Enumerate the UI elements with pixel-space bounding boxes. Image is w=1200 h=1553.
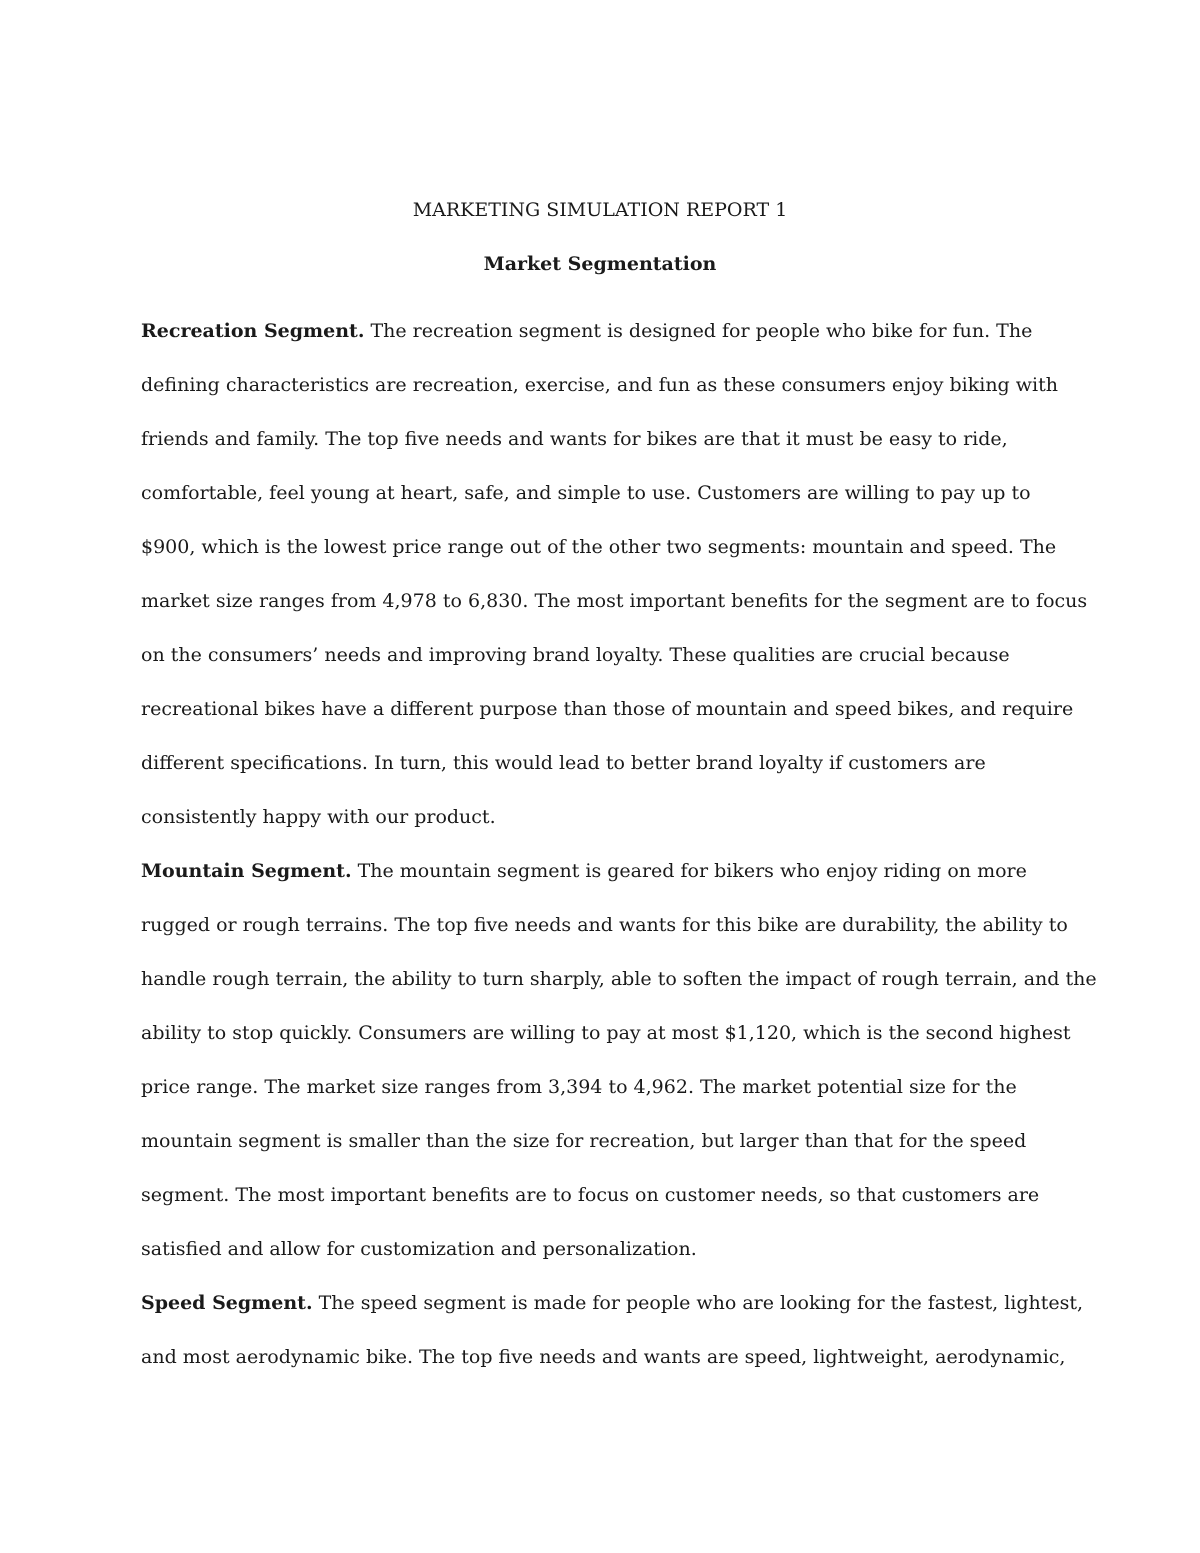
paragraph-line: satisfied and allow for customization and personalization.: [141, 1238, 697, 1260]
paragraph-line: market size ranges from 4,978 to 6,830. The most important benefits for the segment are to focus: [141, 590, 1088, 612]
paragraph-line: rugged or rough terrains. The top five needs and wants for this bike are durability, the ability to: [141, 914, 1068, 936]
paragraph-text: The mountain segment is geared for bikers who enjoy riding on more: [351, 860, 1027, 882]
paragraph-line: and most aerodynamic bike. The top five needs and wants are speed, lightweight, aerodynamic,: [141, 1346, 1066, 1368]
paragraph-line: recreational bikes have a different purpose than those of mountain and speed bikes, and require: [141, 698, 1074, 720]
paragraph-line: segment. The most important benefits are to focus on customer needs, so that customers are: [141, 1184, 1040, 1206]
paragraph-line: [141, 1276, 1084, 1330]
document-header-title: MARKETING SIMULATION REPORT 1: [412, 199, 788, 221]
paragraph-text: The speed segment is made for people who are looking for the fastest, lightest,: [312, 1292, 1084, 1314]
paragraph-line: mountain segment is smaller than the size for recreation, but larger than that for the speed: [141, 1130, 1027, 1152]
paragraph-text: The recreation segment is designed for people who bike for fun. The: [364, 320, 1033, 342]
document-body: [141, 304, 1097, 1384]
speed-heading: Speed Segment.: [141, 1292, 313, 1314]
paragraph-line: ability to stop quickly. Consumers are willing to pay at most $1,120, which is the second highest: [141, 1022, 1071, 1044]
mountain-heading: Mountain Segment.: [141, 860, 352, 882]
paragraph-line: [141, 844, 1071, 898]
paragraph-line: handle rough terrain, the ability to turn sharply, able to soften the impact of rough terrain, and the: [141, 968, 1097, 990]
paragraph-line: consistently happy with our product.: [141, 806, 496, 828]
paragraph-line: different specifications. In turn, this would lead to better brand loyalty if customers are: [141, 752, 986, 774]
paragraph-line: comfortable, feel young at heart, safe, and simple to use. Customers are willing to pay up to: [141, 482, 1031, 504]
paragraph-line: on the consumers’ needs and improving brand loyalty. These qualities are crucial because: [141, 644, 1010, 666]
recreation-heading: Recreation Segment.: [141, 320, 365, 342]
paragraph-line: [141, 304, 1071, 358]
paragraph-line: price range. The market size ranges from 3,394 to 4,962. The market potential size for the: [141, 1076, 1017, 1098]
paragraph-line: friends and family. The top five needs and wants for bikes are that it must be easy to ride,: [141, 428, 1008, 450]
paragraph-line: $900, which is the lowest price range out of the other two segments: mountain and speed. The: [141, 536, 1057, 558]
paragraph-line: defining characteristics are recreation, exercise, and fun as these consumers enjoy biking with: [141, 374, 1058, 396]
section-title: Market Segmentation: [483, 253, 717, 275]
